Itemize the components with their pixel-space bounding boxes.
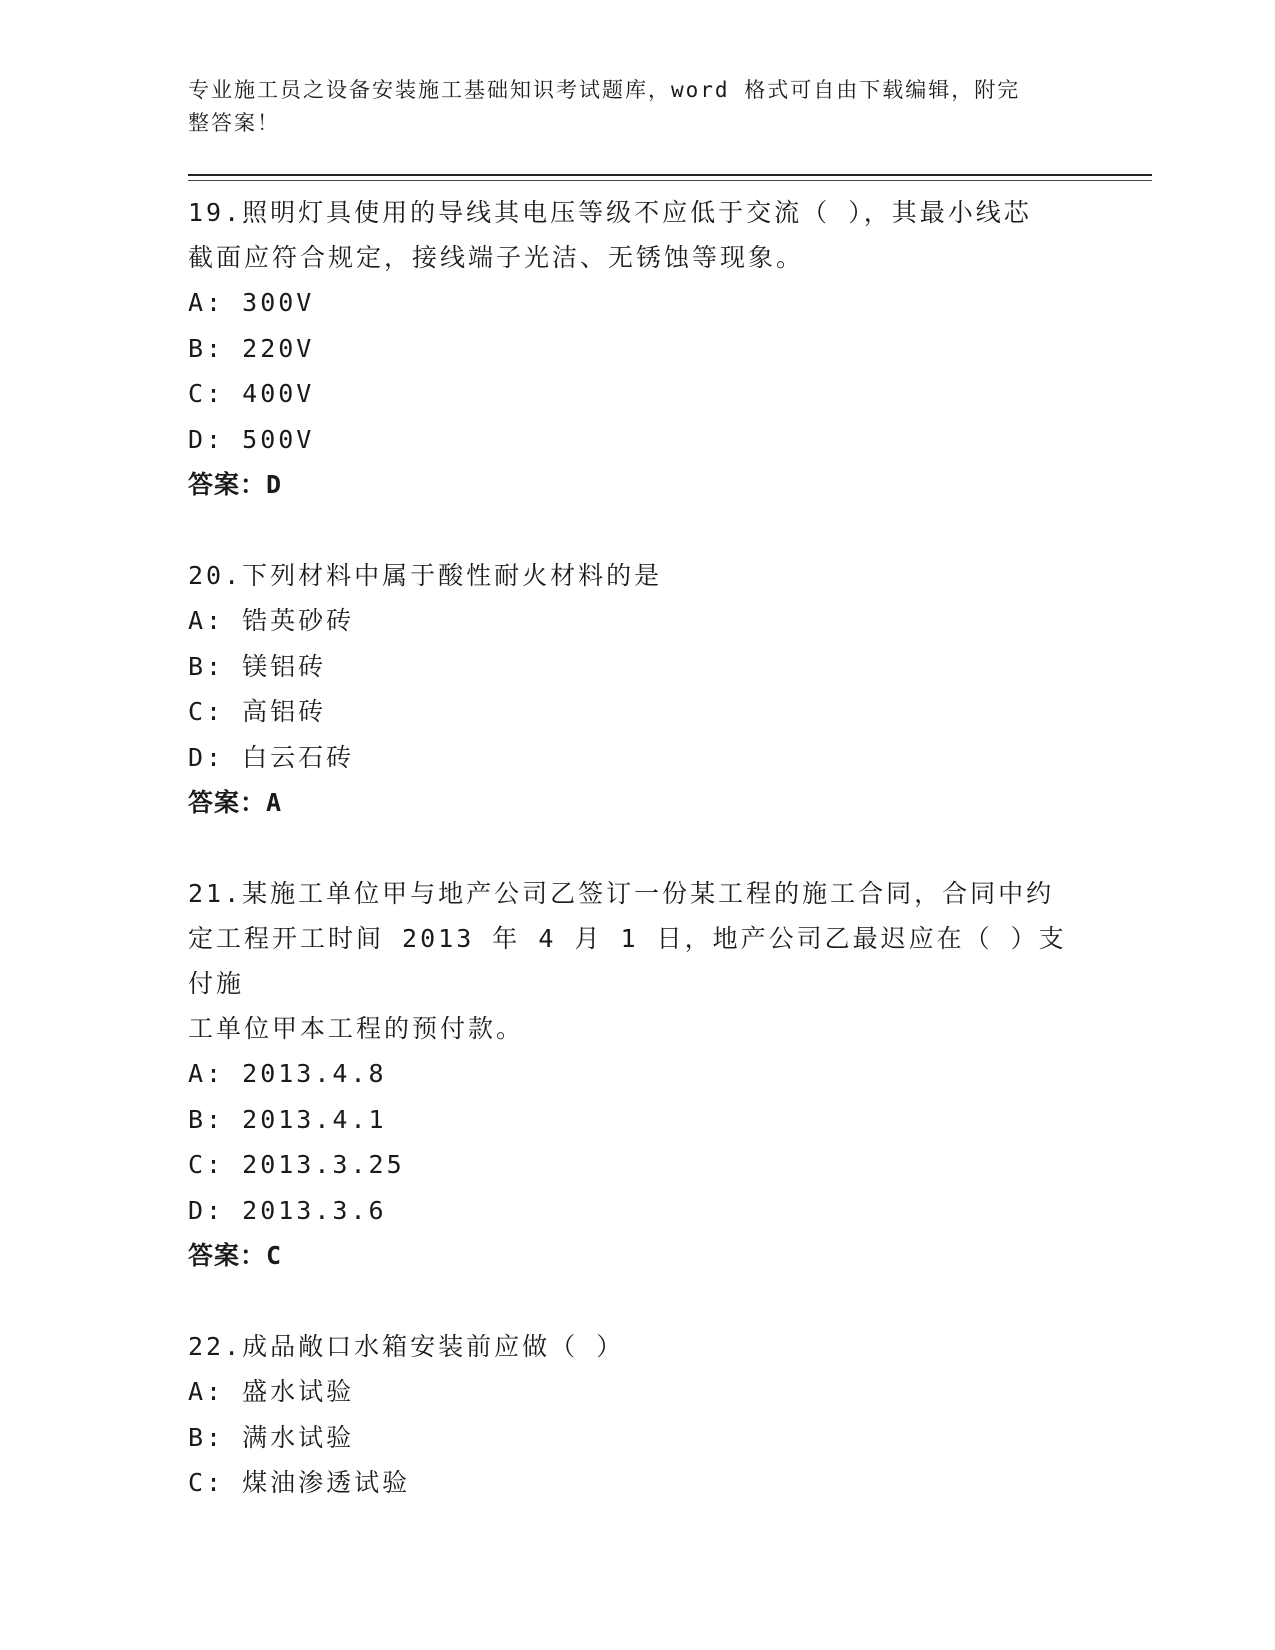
question-stem-line: 定工程开工时间 2013 年 4 月 1 日，地产公司乙最迟应在（ ）支付施 (188, 924, 1067, 998)
question-stem-line: 22.成品敞口水箱安装前应做（ ） (188, 1332, 625, 1361)
option-d: D: 2013.3.6 (188, 1195, 387, 1225)
option-c: C: 2013.3.25 (188, 1150, 405, 1179)
answer-line: 答案：C (188, 1241, 283, 1270)
answer-line: 答案：D (188, 470, 283, 499)
question-list (188, 190, 1088, 1552)
question-22 (188, 1324, 1088, 1506)
header-divider-thick (188, 174, 1152, 176)
answer-line: 答案：A (188, 788, 283, 817)
header-divider-thin (188, 180, 1152, 181)
option-a: A: 盛水试验 (188, 1377, 355, 1406)
header-line-2: 整答案！ (188, 111, 280, 135)
option-a: A: 2013.4.8 (188, 1059, 387, 1088)
question-stem-line: 19.照明灯具使用的导线其电压等级不应低于交流（ ），其最小线芯 (188, 198, 1032, 227)
option-a: A: 锆英砂砖 (188, 606, 355, 635)
question-stem-line: 截面应符合规定，接线端子光洁、无锈蚀等现象。 (188, 243, 805, 272)
option-a: A: 300V (188, 288, 315, 317)
question-20 (188, 553, 1088, 825)
question-19 (188, 190, 1088, 507)
option-c: C: 400V (188, 379, 315, 408)
document-header (188, 74, 1088, 140)
question-stem-line: 工单位甲本工程的预付款。 (188, 1014, 525, 1043)
question-stem-line: 21.某施工单位甲与地产公司乙签订一份某工程的施工合同，合同中约 (188, 879, 1055, 908)
option-b: B: 镁铝砖 (188, 651, 327, 681)
option-b: B: 满水试验 (188, 1422, 355, 1452)
option-d: D: 白云石砖 (188, 742, 355, 772)
option-c: C: 高铝砖 (188, 697, 327, 726)
question-21 (188, 871, 1088, 1278)
question-stem-line: 20.下列材料中属于酸性耐火材料的是 (188, 561, 663, 590)
option-b: B: 2013.4.1 (188, 1104, 387, 1134)
header-line-1: 专业施工员之设备安装施工基础知识考试题库，word 格式可自由下载编辑，附完 (188, 78, 1021, 102)
option-b: B: 220V (188, 333, 315, 363)
option-c: C: 煤油渗透试验 (188, 1468, 411, 1497)
option-d: D: 500V (188, 424, 315, 454)
